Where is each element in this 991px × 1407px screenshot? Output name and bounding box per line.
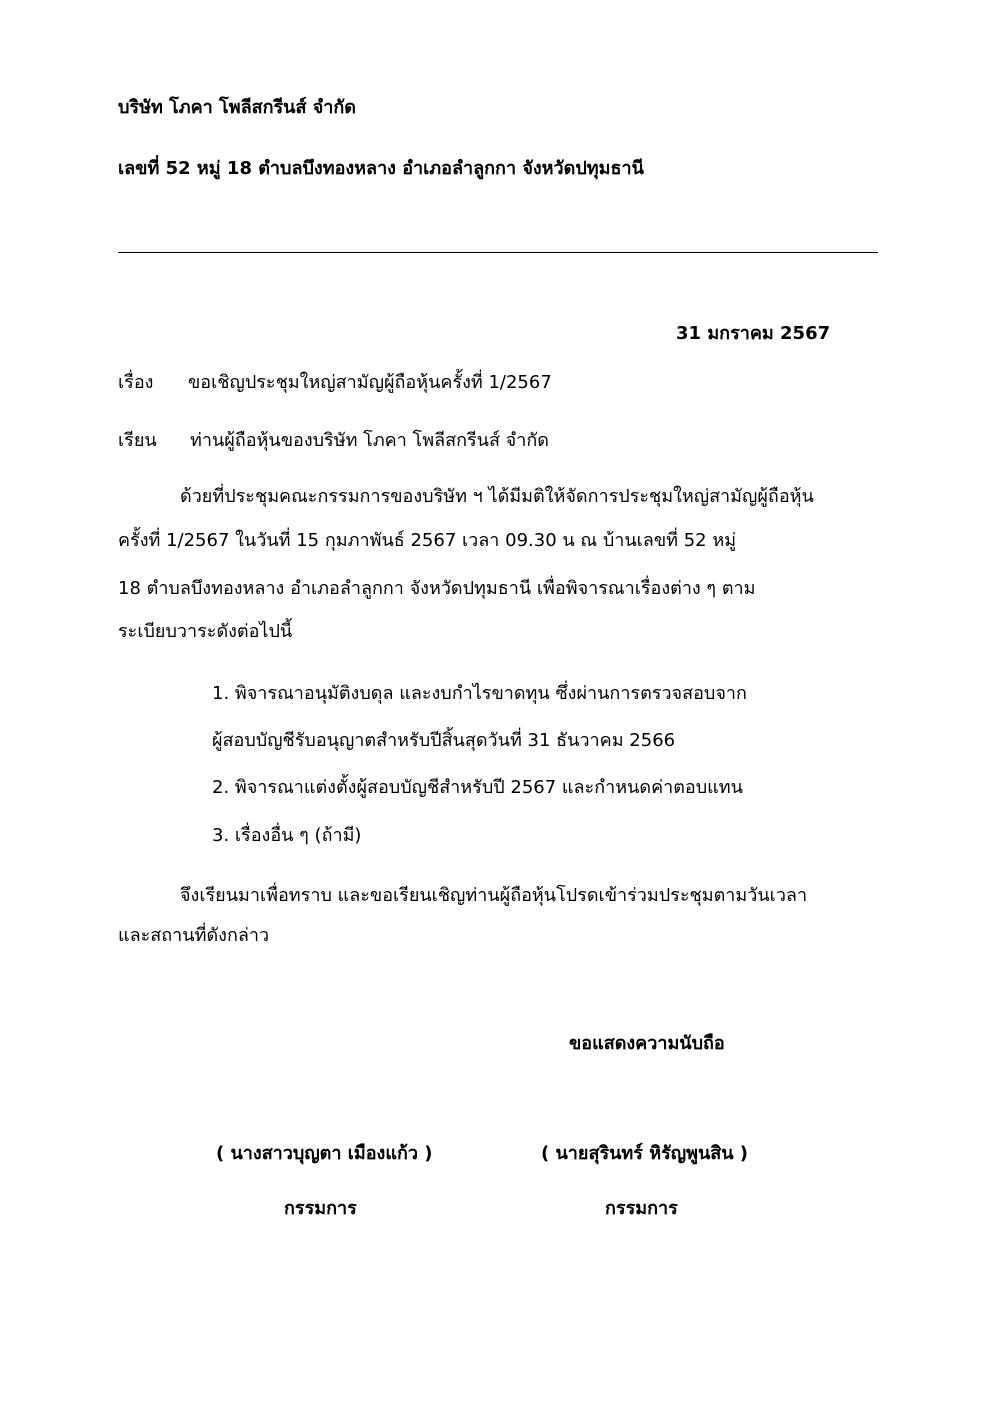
letter-date: 31 มกราคม 2567 (676, 323, 831, 344)
body-line-4: ระเบียบวาระดังต่อไปนี้ (118, 621, 293, 642)
signatory-1-name: ( นางสาวบุญตา เมืองแก้ว ) (216, 1143, 433, 1164)
body-line-2: ครั้งที่ 1/2567 ในวันที่ 15 กุมภาพันธ์ 2567 เวลา 09.30 น ณ บ้านเลขที่ 52 หมู่ (118, 530, 737, 551)
signatory-2-title: กรรมการ (605, 1198, 678, 1219)
agenda-item-3: 3. เรื่องอื่น ๆ (ถ้ามี) (212, 825, 362, 846)
body-line-1: ด้วยที่ประชุมคณะกรรมการของบริษัท ฯ ได้มีมติให้จัดการประชุมใหญ่สามัญผู้ถือหุ้น (180, 486, 814, 507)
company-address: เลขที่ 52 หมู่ 18 ตำบลบึงทองหลาง อำเภอลำลูกกา จังหวัดปทุมธานี (118, 158, 644, 179)
to-label: เรียน (118, 430, 157, 451)
to-text: ท่านผู้ถือหุ้นของบริษัท โภคา โพลีสกรีนส์ จำกัด (190, 430, 549, 451)
signatory-2-name: ( นายสุรินทร์ หิรัญพูนสิน ) (541, 1143, 749, 1164)
header-divider (118, 252, 878, 253)
signatory-1-title: กรรมการ (284, 1198, 357, 1219)
sign-off: ขอแสดงความนับถือ (569, 1033, 725, 1054)
agenda-item-1-line-2: ผู้สอบบัญชีรับอนุญาตสำหรับปีสิ้นสุดวันที่ 31 ธันวาคม 2566 (212, 730, 676, 751)
company-name: บริษัท โภคา โพลีสกรีนส์ จำกัด (118, 97, 356, 118)
subject-label: เรื่อง (118, 372, 154, 393)
body-line-3: 18 ตำบลบึงทองหลาง อำเภอลำลูกกา จังหวัดปทุมธานี เพื่อพิจารณาเรื่องต่าง ๆ ตาม (118, 578, 756, 599)
closing-line-2: และสถานที่ดังกล่าว (118, 925, 270, 946)
subject-text: ขอเชิญประชุมใหญ่สามัญผู้ถือหุ้นครั้งที่ 1/2567 (188, 372, 552, 393)
agenda-item-2: 2. พิจารณาแต่งตั้งผู้สอบบัญชีสำหรับปี 2567 และกำหนดค่าตอบแทน (212, 777, 743, 798)
agenda-item-1-line-1: 1. พิจารณาอนุมัติงบดุล และงบกำไรขาดทุน ซึ่งผ่านการตรวจสอบจาก (212, 683, 747, 704)
closing-line-1: จึงเรียนมาเพื่อทราบ และขอเรียนเชิญท่านผู้ถือหุ้นโปรดเข้าร่วมประชุมตามวันเวลา (180, 885, 808, 906)
